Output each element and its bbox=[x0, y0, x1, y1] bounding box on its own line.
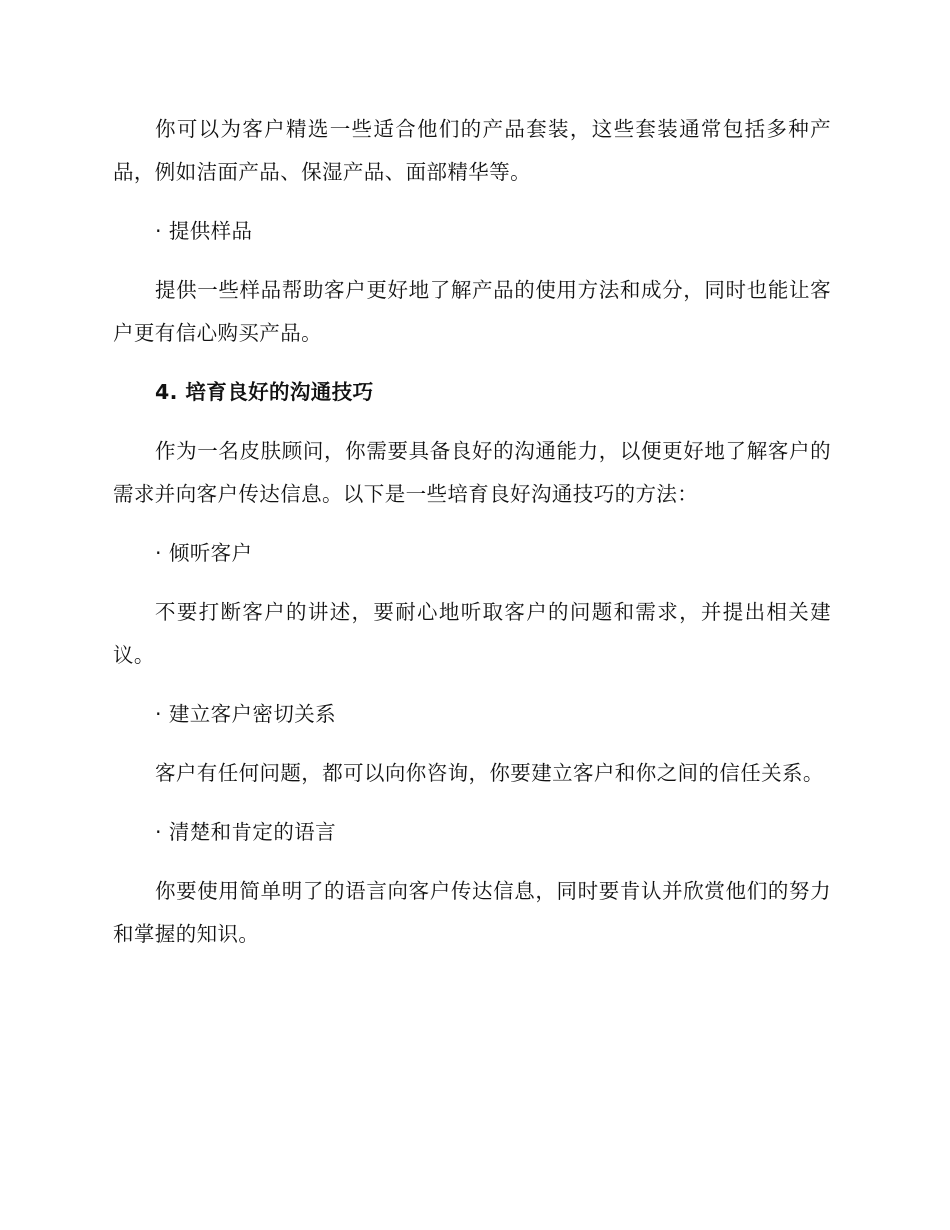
section-heading-communication: 4. 培育良好的沟通技巧 bbox=[155, 380, 374, 404]
bullet-clear-language: · 清楚和肯定的语言 bbox=[155, 820, 337, 844]
paragraph-clear-language: 你要使用简单明了的语言向客户传达信息，同时要肯认并欣赏他们的努力和掌握的知识。 bbox=[113, 879, 831, 946]
paragraph-samples: 提供一些样品帮助客户更好地了解产品的使用方法和成分，同时也能让客户更有信心购买产品。 bbox=[113, 278, 831, 345]
paragraph-product-sets: 你可以为客户精选一些适合他们的产品套装，这些套装通常包括多种产品，例如洁面产品、保湿产品、面部精华等。 bbox=[113, 117, 831, 184]
bullet-provide-samples: · 提供样品 bbox=[155, 219, 253, 243]
paragraph-communication-intro: 作为一名皮肤顾问，你需要具备良好的沟通能力，以便更好地了解客户的需求并向客户传达信息。以下是一些培育良好沟通技巧的方法： bbox=[113, 439, 831, 506]
bullet-listen: · 倾听客户 bbox=[155, 541, 253, 565]
document-body bbox=[113, 108, 831, 972]
paragraph-build-relationship: 客户有任何问题，都可以向你咨询，你要建立客户和你之间的信任关系。 bbox=[155, 761, 824, 785]
bullet-build-relationship: · 建立客户密切关系 bbox=[155, 702, 337, 726]
paragraph-listen: 不要打断客户的讲述，要耐心地听取客户的问题和需求，并提出相关建议。 bbox=[113, 600, 831, 667]
